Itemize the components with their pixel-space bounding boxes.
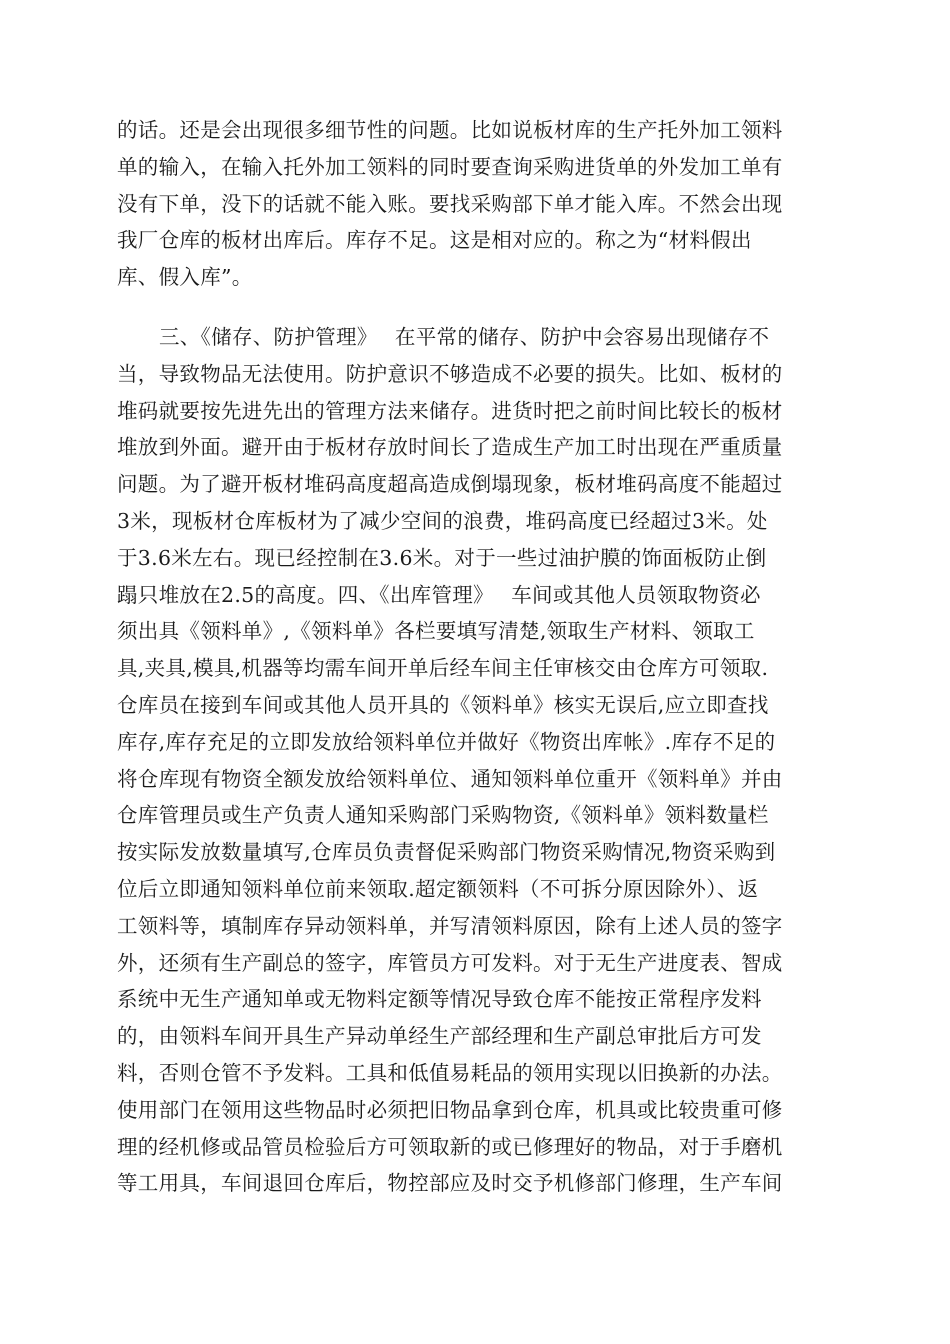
text-line: 使用部门在领用这些物品时必须把旧物品拿到仓库，机具或比较贵重可修 — [117, 1097, 783, 1122]
text-line: 仓库管理员或生产负责人通知采购部门采购物资,《领料单》领料数量栏 — [117, 803, 769, 828]
text-line: 料，否则仓管不予发料。工具和低值易耗品的领用实现以旧换新的办法。 — [117, 1060, 783, 1085]
text-line: 理的经机修或品管员检验后方可领取新的或已修理好的物品，对于手磨机 — [117, 1134, 783, 1159]
text-line: 的话。还是会出现很多细节性的问题。比如说板材库的生产托外加工领料 — [117, 118, 783, 142]
text-line: 仓库员在接到车间或其他人员开具的《领料单》核实无误后,应立即查找 — [117, 692, 769, 717]
text-line: 问题。为了避开板材堆码高度超高造成倒塌现象，板材堆码高度不能超过 — [117, 472, 783, 497]
text-line: 库存,库存充足的立即发放给领料单位并做好《物资出库帐》.库存不足的 — [117, 729, 776, 754]
text-line: 的，由领料车间开具生产异动单经生产部经理和生产副总审批后方可发 — [117, 1024, 762, 1049]
text-line: 等工用具，车间退回仓库后，物控部应及时交予机修部门修理，生产车间 — [117, 1171, 783, 1196]
text-line: 须出具《领料单》,《领料单》各栏要填写清楚,领取生产材料、领取工 — [117, 619, 755, 644]
text-line: 于3.6米左右。现已经控制在3.6米。对于一些过油护膜的饰面板防止倒 — [117, 545, 767, 570]
text-line: 蹋只堆放在2.5的高度。四、《出库管理》 车间或其他人员领取物资必 — [117, 582, 761, 607]
paragraph-2 — [117, 319, 831, 1202]
text-line: 当，导致物品无法使用。防护意识不够造成不必要的损失。比如、板材的 — [117, 361, 783, 386]
text-line: 没有下单，没下的话就不能入账。要找采购部下单才能入库。不然会出现 — [117, 191, 783, 216]
text-line: 具,夹具,模具,机器等均需车间开单后经车间主任审核交由仓库方可领取. — [117, 656, 769, 681]
text-line: 单的输入，在输入托外加工领料的同时要查询采购进货单的外发加工单有 — [117, 154, 783, 179]
text-line: 系统中无生产通知单或无物料定额等情况导致仓库不能按正常程序发料 — [117, 987, 762, 1012]
text-line: 外，还须有生产副总的签字，库管员方可发料。对于无生产进度表、智成 — [117, 950, 783, 975]
text-line: 库、假入库”。 — [117, 265, 253, 290]
text-line: 3米，现板材仓库板材为了减少空间的浪费，堆码高度已经超过3米。处 — [117, 508, 768, 533]
text-line: 将仓库现有物资全额发放给领料单位、通知领料单位重开《领料单》并由 — [117, 766, 783, 791]
text-line: 工领料等，填制库存异动领料单，并写清领料原因，除有上述人员的签字 — [117, 913, 783, 938]
text-line: 按实际发放数量填写,仓库员负责督促采购部门物资采购情况,物资采购到 — [117, 840, 776, 865]
text-line: 堆码就要按先进先出的管理方法来储存。进货时把之前时间比较长的板材 — [117, 398, 783, 423]
text-line: 位后立即通知领料单位前来领取.超定额领料（不可拆分原因除外）、返 — [117, 876, 759, 901]
paragraph-1 — [117, 112, 831, 296]
text-line: 我厂仓库的板材出库后。库存不足。这是相对应的。称之为“材料假出 — [117, 228, 752, 253]
text-line: 堆放到外面。避开由于板材存放时间长了造成生产加工时出现在严重质量 — [117, 435, 783, 460]
text-line: 三、《储存、防护管理》 在平常的储存、防护中会容易出现储存不 — [159, 325, 770, 349]
